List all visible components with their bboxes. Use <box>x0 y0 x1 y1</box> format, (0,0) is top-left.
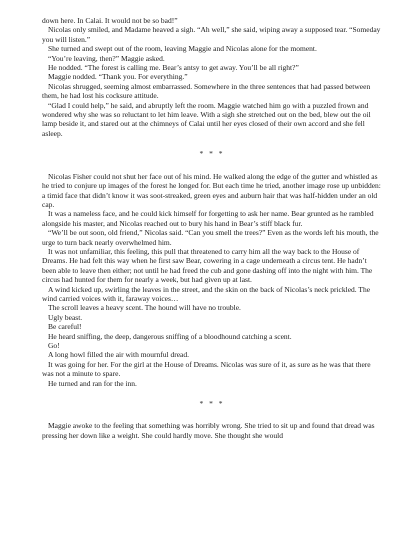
paragraph: She turned and swept out of the room, leaving Maggie and Nicolas alone for the moment. <box>48 44 317 54</box>
paragraph: Nicolas Fisher could not shut her face out of his mind. He walked along the edge of the gutter and whistled as he tried to conjure up images of the forest he longed for. But each time he tried, another image rose up unbidden: a timid face that didn’t know it was soot-streaked, green eyes and auburn hair that was half-hidden under an old cap. <box>42 171 381 209</box>
section-break-1: * * * <box>199 149 225 159</box>
paragraph: It was not unfamiliar, this feeling, this pull that threatened to carry him all the way back to the House of Dreams. He had felt this way when he first saw Bear, cowering in a cage underneath a circus tent. He hadn’t been able to leave then either; not until he had freed the cub and gone dashing off into the night with him. The circus had hunted for them for nearly a week, but had given up at last. <box>42 246 373 285</box>
paragraph: Maggie nodded. “Thank you. For everything.” <box>48 72 188 82</box>
paragraph: A wind kicked up, swirling the leaves in the street, and the skin on the back of Nicolas’s neck prickled. The wind carried voices with it, faraway voices… <box>42 284 371 303</box>
page-text <box>42 16 382 440</box>
paragraph: Be careful! <box>48 322 82 332</box>
paragraph: It was going for her. For the girl at the House of Dreams. Nicolas was sure of it, as sure as he was that there was not a minute to spare. <box>42 359 371 379</box>
section-break-2: * * * <box>199 399 225 409</box>
paragraph: He heard sniffing, the deep, dangerous sniffing of a bloodhound catching a scent. <box>48 331 292 341</box>
paragraph: Nicolas shrugged, seeming almost embarrassed. Somewhere in the three sentences that had passed between them, he had lost his cocksure attitude. <box>42 81 371 101</box>
paragraph: It was a nameless face, and he could kick himself for forgetting to ask her name. Bear grunted as he rambled alongside his master, and Nicolas reached out to bury his hand in Bear’s stiff black fur. <box>42 209 374 228</box>
section-3 <box>42 421 382 440</box>
section-2 <box>42 172 382 388</box>
paragraph: He turned and ran for the inn. <box>48 378 137 388</box>
paragraph: Ugly beast. <box>48 312 83 322</box>
paragraph: Maggie awoke to the feeling that something was horribly wrong. She tried to sit up and found that dread was pressing her down like a weight. She could hardly move. She thought she would <box>42 421 375 440</box>
paragraph: “You’re leaving, then?” Maggie asked. <box>48 53 165 63</box>
paragraph: down here. In Calai. It would not be so bad!” <box>42 16 178 25</box>
paragraph: “We’ll be out soon, old friend,” Nicolas said. “Can you smell the trees?” Even as the words left his mouth, the urge to turn back nearly overwhelmed him. <box>42 228 379 247</box>
paragraph: A long howl filled the air with mournful dread. <box>48 350 190 360</box>
paragraph: Nicolas only smiled, and Madame heaved a sigh. “Ah well,” she said, wiping away a supposed tear. “Someday you will listen.” <box>42 25 381 44</box>
paragraph: Go! <box>48 341 60 350</box>
paragraph: The scroll leaves a heavy scent. The hound will have no trouble. <box>48 303 241 313</box>
paragraph: “Glad I could help,” he said, and abruptly left the room. Maggie watched him go with a puzzled frown and wondered why she was so reluctant to let him leave. With a sigh she stretched out on the bed, blew out the oil lamp beside it, and stared out at the chimneys of Calai until her eyes closed of their own accord and she fell asleep. <box>42 100 371 138</box>
paragraph: He nodded. “The forest is calling me. Bear’s antsy to get away. You’ll be all right?” <box>48 63 299 73</box>
section-1 <box>42 16 382 138</box>
